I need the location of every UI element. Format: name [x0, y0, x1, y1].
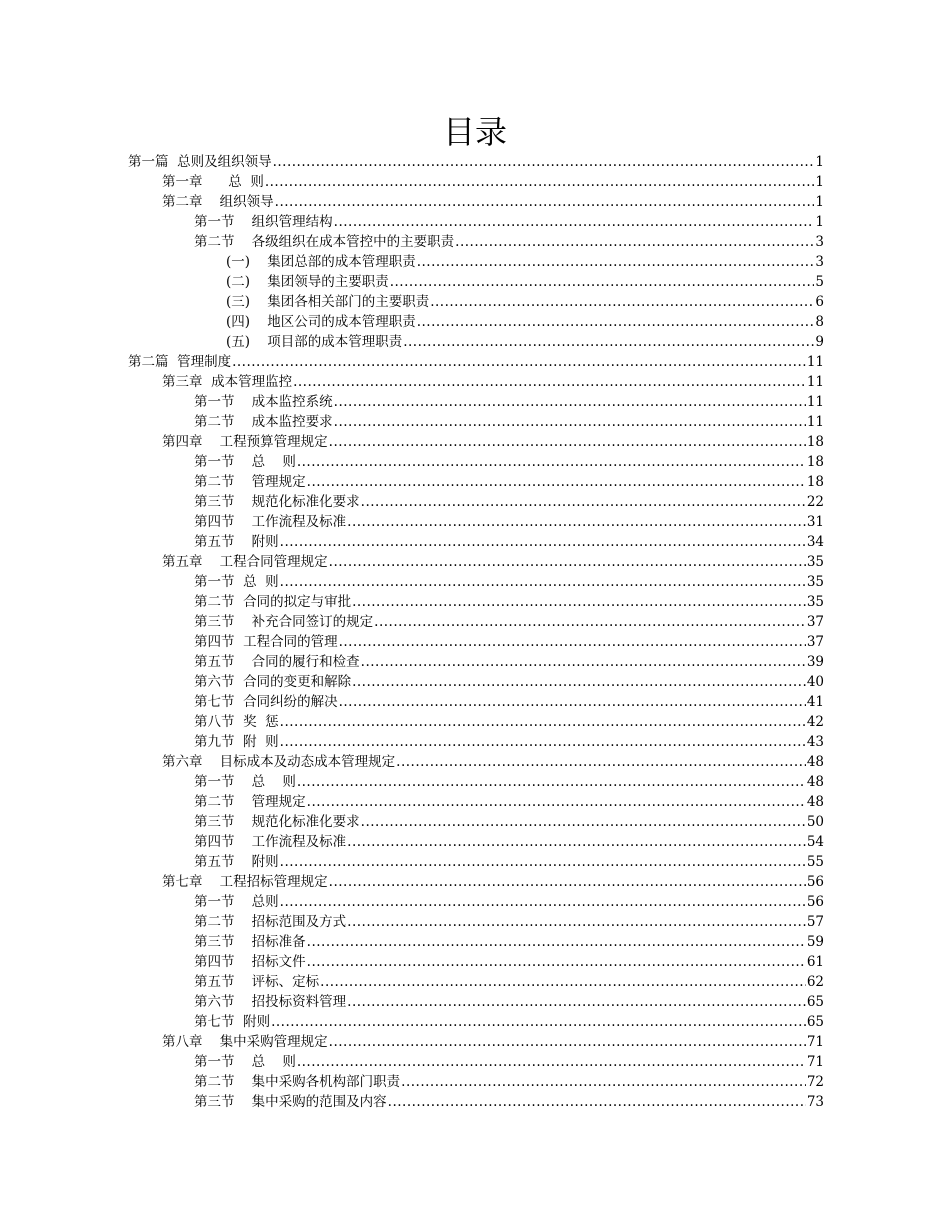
toc-entry-title: 第三节 集中采购的范围及内容 [194, 1094, 387, 1110]
toc-dot-leader [280, 532, 806, 552]
toc-page-number: 73 [806, 1094, 824, 1110]
toc-page-number: 48 [806, 774, 824, 790]
toc-entry[interactable] [128, 792, 824, 812]
toc-entry-title: 第九节 附 则 [194, 734, 279, 750]
toc-page-number: 8 [815, 314, 824, 330]
toc-dot-leader [455, 232, 814, 252]
toc-dot-leader [307, 952, 806, 972]
toc-entry[interactable] [128, 432, 824, 452]
toc-page-number: 43 [806, 734, 824, 750]
toc-entry[interactable] [128, 372, 824, 392]
toc-entry[interactable] [128, 912, 824, 932]
toc-page-number: 3 [815, 254, 824, 270]
toc-dot-leader [388, 1092, 806, 1112]
toc-entry-title: 第八节 奖 惩 [194, 714, 279, 730]
toc-entry[interactable] [128, 412, 824, 432]
toc-entry[interactable] [128, 472, 824, 492]
toc-page-number: 61 [806, 954, 824, 970]
toc-dot-leader [361, 812, 806, 832]
toc-entry[interactable] [128, 292, 824, 312]
toc-dot-leader [329, 552, 806, 572]
toc-page-number: 65 [806, 1014, 824, 1030]
toc-page-number: 11 [806, 354, 824, 370]
toc-entry-title: 第一节 总 则 [194, 1054, 296, 1070]
toc-entry[interactable] [128, 832, 824, 852]
toc-page-number: 62 [806, 974, 824, 990]
toc-page-number: 41 [806, 694, 824, 710]
toc-entry-title: 第一节 组织管理结构 [194, 214, 333, 230]
toc-entry-title: 第五节 合同的履行和检查 [194, 654, 360, 670]
toc-dot-leader [329, 1032, 806, 1052]
toc-page-number: 42 [806, 714, 824, 730]
toc-entry[interactable] [128, 712, 824, 732]
toc-entry[interactable] [128, 992, 824, 1012]
toc-dot-leader [275, 192, 815, 212]
toc-dot-leader [280, 852, 806, 872]
toc-dot-leader [334, 392, 806, 412]
toc-dot-leader [329, 432, 806, 452]
toc-page-number: 48 [806, 794, 824, 810]
toc-entry[interactable] [128, 952, 824, 972]
toc-page-number: 35 [806, 574, 824, 590]
toc-dot-leader [280, 892, 806, 912]
toc-page-number: 5 [815, 274, 824, 290]
toc-dot-leader [307, 932, 806, 952]
toc-entry-title: 第一节 总则 [194, 894, 279, 910]
toc-dot-leader [297, 772, 806, 792]
toc-entry[interactable] [128, 552, 824, 572]
toc-entry[interactable] [128, 1052, 824, 1072]
toc-dot-leader [347, 512, 806, 532]
toc-page-number: 71 [806, 1034, 824, 1050]
toc-page-number: 18 [806, 454, 824, 470]
toc-entry[interactable] [128, 1072, 824, 1092]
toc-entry-title: 第二节 集中采购各机构部门职责 [194, 1074, 401, 1090]
toc-entry-title: 第八章 集中采购管理规定 [162, 1034, 328, 1050]
toc-page-number: 56 [806, 894, 824, 910]
toc-dot-leader [390, 272, 815, 292]
toc-dot-leader [417, 312, 815, 332]
toc-entry[interactable] [128, 892, 824, 912]
toc-entry-title: 第一节 成本监控系统 [194, 394, 333, 410]
toc-entry-title: 第二节 合同的拟定与审批 [194, 594, 352, 610]
toc-entry[interactable] [128, 612, 824, 632]
toc-entry[interactable] [128, 972, 824, 992]
toc-entry-title: 第三节 规范化标准化要求 [194, 814, 360, 830]
toc-entry-title: 第一节 总 则 [194, 574, 279, 590]
toc-page-number: 57 [806, 914, 824, 930]
toc-entry[interactable] [128, 692, 824, 712]
toc-page-number: 37 [806, 614, 824, 630]
toc-entry[interactable] [128, 492, 824, 512]
toc-page-number: 18 [806, 434, 824, 450]
toc-entry[interactable] [128, 1092, 824, 1112]
toc-entry-title: (五) 项目部的成本管理职责 [226, 334, 403, 350]
toc-entry[interactable] [128, 532, 824, 552]
toc-dot-leader [347, 992, 806, 1012]
toc-page-number: 56 [806, 874, 824, 890]
toc-page-number: 11 [806, 374, 824, 390]
toc-entry-title: 第三节 规范化标准化要求 [194, 494, 360, 510]
page-title: 目录 [442, 113, 507, 151]
toc-dot-leader [339, 632, 806, 652]
toc-entry-title: 第一篇 总则及组织领导 [128, 154, 272, 170]
toc-entry[interactable] [128, 312, 824, 332]
toc-entry-title: 第五节 评标、定标 [194, 974, 320, 990]
toc-entry[interactable] [128, 172, 824, 192]
toc-dot-leader [307, 472, 806, 492]
toc-dot-leader [320, 972, 806, 992]
toc-dot-leader [401, 1072, 806, 1092]
toc-entry[interactable] [128, 1032, 824, 1052]
toc-entry-title: 第七节 附则 [194, 1014, 271, 1030]
toc-page-number: 59 [806, 934, 824, 950]
toc-page-number: 31 [806, 514, 824, 530]
toc-page-number: 40 [806, 674, 824, 690]
toc-entry[interactable] [128, 452, 824, 472]
toc-entry[interactable] [128, 192, 824, 212]
toc-entry[interactable] [128, 212, 824, 232]
toc-dot-leader [374, 612, 806, 632]
toc-entry[interactable] [128, 932, 824, 952]
toc-dot-leader [297, 452, 806, 472]
toc-dot-leader [334, 212, 815, 232]
toc-dot-leader [280, 572, 806, 592]
toc-entry[interactable] [128, 872, 824, 892]
toc-dot-leader [430, 292, 814, 312]
toc-page-number: 1 [815, 154, 824, 170]
toc-dot-leader [307, 792, 806, 812]
toc-entry[interactable] [128, 752, 824, 772]
toc-page-number: 54 [806, 834, 824, 850]
toc-entry[interactable] [128, 152, 824, 172]
table-of-contents [128, 152, 824, 1112]
toc-dot-leader [329, 872, 806, 892]
toc-entry[interactable] [128, 332, 824, 352]
toc-dot-leader [339, 692, 806, 712]
toc-entry-title: 第二节 招标范围及方式 [194, 914, 347, 930]
toc-entry[interactable] [128, 772, 824, 792]
toc-entry-title: 第四节 工作流程及标准 [194, 834, 347, 850]
toc-entry[interactable] [128, 232, 824, 252]
toc-entry-title: 第一章 总 则 [162, 174, 264, 190]
toc-entry-title: 第二节 各级组织在成本管控中的主要职责 [194, 234, 455, 250]
toc-entry-title: 第四节 工程合同的管理 [194, 634, 338, 650]
toc-entry-title: 第六节 合同的变更和解除 [194, 674, 352, 690]
toc-entry-title: 第五节 附则 [194, 534, 279, 550]
toc-entry-title: 第四节 招标文件 [194, 954, 306, 970]
toc-entry-title: (一) 集团总部的成本管理职责 [226, 254, 416, 270]
toc-dot-leader [403, 332, 814, 352]
toc-entry-title: 第七节 合同纠纷的解决 [194, 694, 338, 710]
toc-dot-leader [265, 172, 815, 192]
toc-entry[interactable] [128, 812, 824, 832]
toc-entry[interactable] [128, 852, 824, 872]
toc-page-number: 35 [806, 594, 824, 610]
toc-dot-leader [361, 652, 806, 672]
toc-entry[interactable] [128, 392, 824, 412]
toc-entry-title: 第四章 工程预算管理规定 [162, 434, 328, 450]
toc-dot-leader [352, 592, 806, 612]
toc-entry[interactable] [128, 592, 824, 612]
toc-dot-leader [271, 1012, 806, 1032]
toc-page-number: 35 [806, 554, 824, 570]
toc-entry[interactable] [128, 272, 824, 292]
toc-entry-title: (三) 集团各相关部门的主要职责 [226, 294, 430, 310]
toc-dot-leader [352, 672, 806, 692]
toc-page-number: 50 [806, 814, 824, 830]
toc-entry[interactable] [128, 732, 824, 752]
toc-entry-title: 第三章 成本管理监控 [162, 374, 293, 390]
toc-dot-leader [347, 832, 806, 852]
toc-dot-leader [361, 492, 806, 512]
toc-entry-title: 第二章 组织领导 [162, 194, 274, 210]
toc-page-number: 1 [815, 214, 824, 230]
toc-entry-title: (二) 集团领导的主要职责 [226, 274, 389, 290]
toc-entry-title: 第二节 管理规定 [194, 794, 306, 810]
toc-page-number: 34 [806, 534, 824, 550]
toc-entry[interactable] [128, 632, 824, 652]
toc-page-number: 71 [806, 1054, 824, 1070]
toc-entry-title: 第一节 总 则 [194, 454, 296, 470]
toc-entry[interactable] [128, 652, 824, 672]
toc-page-number: 39 [806, 654, 824, 670]
toc-entry-title: (四) 地区公司的成本管理职责 [226, 314, 416, 330]
toc-page-number: 1 [815, 194, 824, 210]
toc-page-number: 72 [806, 1074, 824, 1090]
toc-page-number: 22 [806, 494, 824, 510]
toc-page-number: 55 [806, 854, 824, 870]
toc-page-number: 11 [806, 414, 824, 430]
toc-page-number: 11 [806, 394, 824, 410]
toc-dot-leader [293, 372, 806, 392]
toc-dot-leader [280, 732, 806, 752]
toc-entry-title: 第四节 工作流程及标准 [194, 514, 347, 530]
toc-entry-title: 第三节 补充合同签订的规定 [194, 614, 374, 630]
toc-page-number: 18 [806, 474, 824, 490]
toc-dot-leader [297, 1052, 806, 1072]
toc-entry-title: 第二节 管理规定 [194, 474, 306, 490]
toc-entry-title: 第三节 招标准备 [194, 934, 306, 950]
toc-entry[interactable] [128, 512, 824, 532]
toc-entry-title: 第五节 附则 [194, 854, 279, 870]
toc-entry-title: 第七章 工程招标管理规定 [162, 874, 328, 890]
toc-dot-leader [347, 912, 806, 932]
toc-page-number: 37 [806, 634, 824, 650]
toc-page-number: 48 [806, 754, 824, 770]
toc-page-number: 65 [806, 994, 824, 1010]
toc-entry[interactable] [128, 352, 824, 372]
toc-dot-leader [232, 352, 806, 372]
toc-dot-leader [280, 712, 806, 732]
toc-entry-title: 第六节 招投标资料管理 [194, 994, 347, 1010]
toc-entry-title: 第二篇 管理制度 [128, 354, 232, 370]
toc-entry[interactable] [128, 1012, 824, 1032]
toc-entry[interactable] [128, 572, 824, 592]
toc-entry-title: 第五章 工程合同管理规定 [162, 554, 328, 570]
toc-page-number: 1 [815, 174, 824, 190]
toc-dot-leader [417, 252, 815, 272]
toc-dot-leader [334, 412, 806, 432]
toc-page-number: 9 [815, 334, 824, 350]
toc-dot-leader [273, 152, 815, 172]
toc-page-number: 3 [815, 234, 824, 250]
toc-page-number: 6 [815, 294, 824, 310]
toc-entry[interactable] [128, 672, 824, 692]
toc-entry-title: 第二节 成本监控要求 [194, 414, 333, 430]
toc-dot-leader [396, 752, 806, 772]
toc-entry-title: 第一节 总 则 [194, 774, 296, 790]
toc-entry-title: 第六章 目标成本及动态成本管理规定 [162, 754, 396, 770]
toc-entry[interactable] [128, 252, 824, 272]
